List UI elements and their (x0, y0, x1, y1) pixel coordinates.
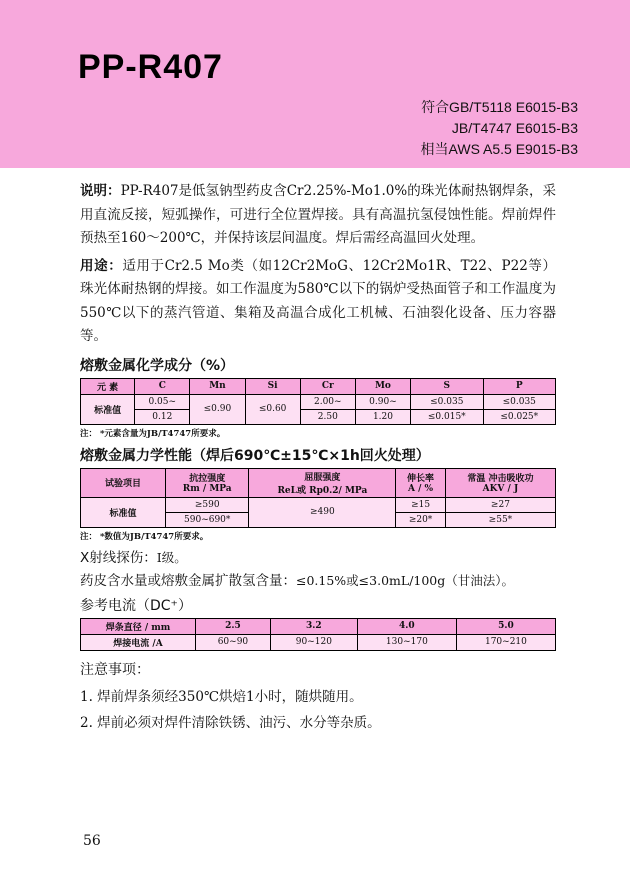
mech-header-cell (166, 468, 249, 497)
current-table (80, 618, 556, 651)
chem-cell: 2.00~ (300, 394, 355, 409)
chem-header-cell: Si (245, 378, 300, 394)
current-cell: 60~90 (196, 634, 271, 650)
table-row (81, 378, 556, 394)
table-row (81, 618, 556, 634)
table-row (81, 497, 556, 512)
description-text: PP-R407是低氢钠型药皮含Cr2.25%-Mo1.0%的珠光体耐热钢焊条，采用直流反接，短弧操作，可进行全位置焊接。具有高温抗氢侵蚀性能。焊前焊件预热至160～200℃，并保持该层间温度。焊后需经高温回火处理。 (80, 183, 556, 246)
mech-header-label: 试验项目 (104, 479, 141, 489)
chem-cell: 1.20 (355, 409, 410, 424)
chem-header-cell: Mn (190, 378, 245, 394)
chem-header-cell: C (135, 378, 190, 394)
current-header-cell: 5.0 (456, 618, 555, 634)
usage-paragraph (80, 255, 556, 349)
mech-header-unit: ReL或 Rp0.2/ MPa (277, 485, 368, 496)
mech-cell: ≥55* (445, 512, 555, 527)
chem-cell: 0.05~ (135, 394, 190, 409)
table-row (81, 468, 556, 497)
mech-cell: ≥20* (396, 512, 446, 527)
mech-header-label: 伸长率 (407, 474, 435, 484)
notes-title: 注意事项： (80, 661, 150, 678)
mech-cell: 590~690* (166, 512, 249, 527)
product-title: PP-R407 (78, 48, 223, 86)
current-cell: 130~170 (357, 634, 456, 650)
current-cell: 170~210 (456, 634, 555, 650)
header-band (0, 0, 630, 168)
mech-table (80, 468, 556, 528)
mech-header-label: 屈服强度 (304, 472, 341, 483)
hydrogen-line (80, 569, 556, 589)
chem-header-cell: P (483, 378, 555, 394)
chem-cell: 0.90~ (355, 394, 410, 409)
chem-title: 熔敷金属化学成分（%） (80, 357, 235, 374)
description-label: 说明： (80, 183, 121, 199)
mech-header-cell (445, 468, 555, 497)
mech-cell: ≥15 (396, 497, 446, 512)
xray-label: X射线探伤： (80, 549, 157, 566)
current-header-cell: 4.0 (357, 618, 456, 634)
hydrogen-value: ≤0.15%或≤3.0mL/100g（甘油法）。 (296, 572, 515, 588)
xray-line (80, 546, 556, 566)
mech-header-unit: AKV / J (482, 484, 519, 494)
note-item: 1. 焊前焊条须经350℃烘焙1小时，随烘随用。 (80, 688, 363, 705)
standards-block (421, 97, 578, 160)
chem-header-cell: Cr (300, 378, 355, 394)
chem-cell: ≤0.025* (483, 409, 555, 424)
page-number: 56 (83, 833, 101, 849)
usage-text: 适用于Cr2.5 Mo类（如12Cr2MoG、12Cr2Mo1R、T22、P22等）珠光体耐热钢的焊接。如工作温度为580℃以下的锅炉受热面管子和工作温度为550℃以下的蒸汽管道、集箱及高温合成化工机械、石油裂化设备、压力容器等。 (80, 257, 557, 344)
current-row-label: 焊接电流 /A (81, 634, 196, 650)
chem-cell: 0.12 (135, 409, 190, 424)
current-header-cell: 焊条直径 / mm (81, 618, 196, 634)
standard-gb: 符合GB/T5118 E6015-B3 (421, 99, 578, 115)
mech-header-unit: A / % (408, 484, 434, 494)
usage-label: 用途： (80, 257, 123, 274)
chem-cell: ≤0.035 (483, 394, 555, 409)
mech-header-unit: Rm / MPa (182, 484, 232, 494)
current-header-cell: 2.5 (196, 618, 271, 634)
chem-cell: 2.50 (300, 409, 355, 424)
current-title: 参考电流（DC⁺） (80, 597, 192, 614)
note-item: 2. 焊前必须对焊件清除铁锈、油污、水分等杂质。 (80, 714, 381, 731)
chem-cell: ≤0.90 (190, 394, 245, 424)
mech-cell: ≥490 (249, 497, 396, 527)
chem-cell: ≤0.60 (245, 394, 300, 424)
chem-table (80, 378, 556, 425)
chem-row-label: 标准值 (81, 394, 135, 424)
hydrogen-label: 药皮含水量或熔敷金属扩散氢含量： (80, 572, 296, 589)
mech-note: 注： *数值为JB/T4747所要求。 (80, 531, 209, 542)
mech-row-label: 标准值 (81, 497, 166, 527)
mech-header-label: 常温 冲击吸收功 (467, 474, 534, 484)
table-row (81, 634, 556, 650)
chem-note: 注： *元素含量为JB/T4747所要求。 (80, 428, 226, 439)
xray-value: Ⅰ级。 (156, 549, 187, 565)
current-cell: 90~120 (270, 634, 357, 650)
mech-header-cell (249, 468, 396, 497)
chem-header-cell: Mo (355, 378, 410, 394)
mech-cell: ≥27 (445, 497, 555, 512)
chem-cell: ≤0.035 (411, 394, 483, 409)
table-row (81, 394, 556, 409)
mech-cell: ≥590 (166, 497, 249, 512)
description-paragraph (80, 180, 556, 251)
current-header-cell: 3.2 (270, 618, 357, 634)
table-row (81, 409, 556, 424)
mech-header-cell (81, 468, 166, 497)
chem-header-cell: 元 素 (81, 378, 135, 394)
mech-header-label: 抗拉强度 (189, 474, 226, 484)
chem-header-cell: S (411, 378, 483, 394)
mech-header-cell (396, 468, 446, 497)
content (80, 180, 556, 737)
standard-aws: 相当AWS A5.5 E9015-B3 (420, 141, 578, 157)
mech-title: 熔敷金属力学性能（焊后690℃±15℃×1h回火处理） (80, 447, 430, 464)
chem-cell: ≤0.015* (411, 409, 483, 424)
standard-jb: JB/T4747 E6015-B3 (451, 120, 578, 136)
